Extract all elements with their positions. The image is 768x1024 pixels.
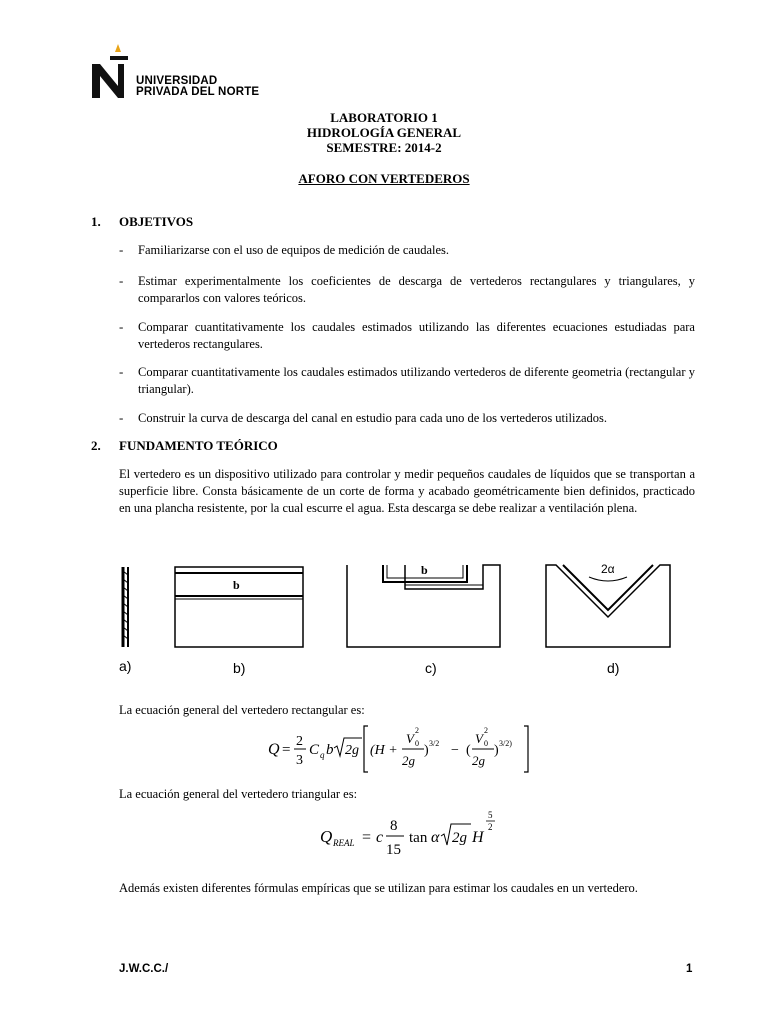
eq-tri-den: 15 xyxy=(386,842,401,858)
weir-types-figure xyxy=(115,555,685,685)
eq-tri-alpha: α xyxy=(431,829,440,846)
eq-rect-minus: − xyxy=(451,743,459,758)
eq-rect-den: 2g xyxy=(402,753,415,768)
weir-c-width-label: b xyxy=(421,563,428,577)
eq-rect-v0b-sub: 0 xyxy=(484,739,488,748)
header-line2: HIDROLOGÍA GENERAL xyxy=(306,125,462,140)
eq-tri-lhs-sub: REAL xyxy=(333,838,355,848)
eq-rect-v0b-sq: 2 xyxy=(484,726,488,735)
tri-equation-intro: La ecuación general del vertedero triangular es: xyxy=(119,787,358,801)
page-number: 1 xyxy=(686,963,693,975)
eq-rect-sqrt: 2g xyxy=(345,743,359,758)
eq-rect-v0-sq: 2 xyxy=(415,726,419,735)
university-logo xyxy=(88,42,288,102)
bullet-dash: - xyxy=(119,364,124,379)
section2-title: FUNDAMENTO TEÓRICO xyxy=(119,438,278,453)
logo-emblem-icon xyxy=(88,42,136,102)
section1-number: 1. xyxy=(91,214,101,229)
weir-d-angle-label: 2α xyxy=(601,562,615,576)
weir-a-section xyxy=(123,567,128,647)
svg-text:): ) xyxy=(424,743,429,758)
figure-label-b: b) xyxy=(233,660,246,676)
svg-text:=: = xyxy=(282,742,291,758)
section2-paragraph: El vertedero es un dispositivo utilizado para controlar y medir pequeños caudales de líquidos que se transportan a superficie libre. Consta básicamente de un corte de forma y acabado geométricamente bien definidos, practicado en una plancha resistente, por la cual escurre el agua. Esta descarga se debe realizar a ventilación plena. xyxy=(119,467,695,515)
tri-weir-equation xyxy=(318,808,508,864)
eq-tri-c: c xyxy=(376,829,384,846)
bullet-dash: - xyxy=(119,410,124,425)
eq-rect-cq-sub: q xyxy=(320,750,325,760)
eq-tri-num: 8 xyxy=(390,818,398,834)
figure-label-d: d) xyxy=(607,660,620,676)
objective-4: Comparar cuantitativamente los caudales estimados utilizando vertederos de diferente geometria (rectangular y triangular). xyxy=(138,365,695,396)
objective-2: Estimar experimentalmente los coeficientes de descarga de vertederos rectangulares y triangulares, y compararlos con valores teóricos. xyxy=(138,274,695,305)
eq-rect-v0b: V xyxy=(475,731,483,746)
svg-text:=: = xyxy=(362,829,372,846)
objective-5: Construir la curva de descarga del canal en estudio para cada uno de los vertederos utilizados. xyxy=(138,411,608,425)
objective-1: Familiarizarse con el uso de equipos de medición de caudales. xyxy=(138,243,450,257)
eq-tri-tan: tan xyxy=(409,830,428,846)
eq-rect-b: b xyxy=(326,742,334,758)
eq-rect-den2: 2g xyxy=(472,753,485,768)
header-line3: SEMESTRE: 2014-2 xyxy=(326,140,442,155)
bullet-dash: - xyxy=(119,273,124,288)
weir-d-triangular xyxy=(546,565,670,647)
bullet-dash: - xyxy=(119,242,124,257)
rect-weir-equation xyxy=(262,722,538,776)
bullet-dash: - xyxy=(119,319,124,334)
eq-rect-v0: V xyxy=(406,731,414,746)
eq-rect-open2: ( xyxy=(466,743,471,758)
weir-b-width-label: b xyxy=(233,578,240,592)
logo-line1: UNIVERSIDAD xyxy=(136,75,218,87)
eq-rect-exp2: 3/2) xyxy=(499,739,512,748)
weir-c-contracted xyxy=(347,565,500,647)
closing-paragraph: Además existen diferentes fórmulas empíricas que se utilizan para estimar los caudales en un vertedero. xyxy=(119,881,638,895)
eq-rect-lhs: Q xyxy=(268,741,280,758)
header-line1: LABORATORIO 1 xyxy=(330,110,438,125)
eq-rect-two: 2 xyxy=(296,734,303,749)
eq-rect-three: 3 xyxy=(296,753,303,768)
eq-tri-exp-den: 2 xyxy=(488,822,493,832)
figure-label-c: c) xyxy=(425,660,437,676)
eq-rect-v0-sub: 0 xyxy=(415,739,419,748)
svg-text:): ) xyxy=(494,743,499,758)
logo-line2: PRIVADA DEL NORTE xyxy=(136,86,260,98)
rect-equation-intro: La ecuación general del vertedero rectangular es: xyxy=(119,703,365,717)
eq-tri-lhs: Q xyxy=(320,827,333,846)
figure-label-a: a) xyxy=(119,658,132,674)
eq-rect-exp1: 3/2 xyxy=(429,739,440,748)
eq-rect-cq: C xyxy=(309,742,320,758)
objective-3: Comparar cuantitativamente los caudales estimados utilizando las diferentes ecuaciones estudiadas para vertederos rectangulares. xyxy=(138,320,695,351)
footer-initials: J.W.C.C./ xyxy=(119,963,169,975)
eq-tri-h: H xyxy=(472,829,484,846)
section1-title: OBJETIVOS xyxy=(119,214,194,229)
eq-rect-h: (H + xyxy=(370,743,398,758)
logo-text xyxy=(136,76,259,98)
eq-tri-exp-num: 5 xyxy=(488,810,493,820)
eq-tri-sqrt: 2g xyxy=(452,830,467,846)
section2-number: 2. xyxy=(91,438,101,453)
document-title: AFORO CON VERTEDEROS xyxy=(298,171,470,186)
